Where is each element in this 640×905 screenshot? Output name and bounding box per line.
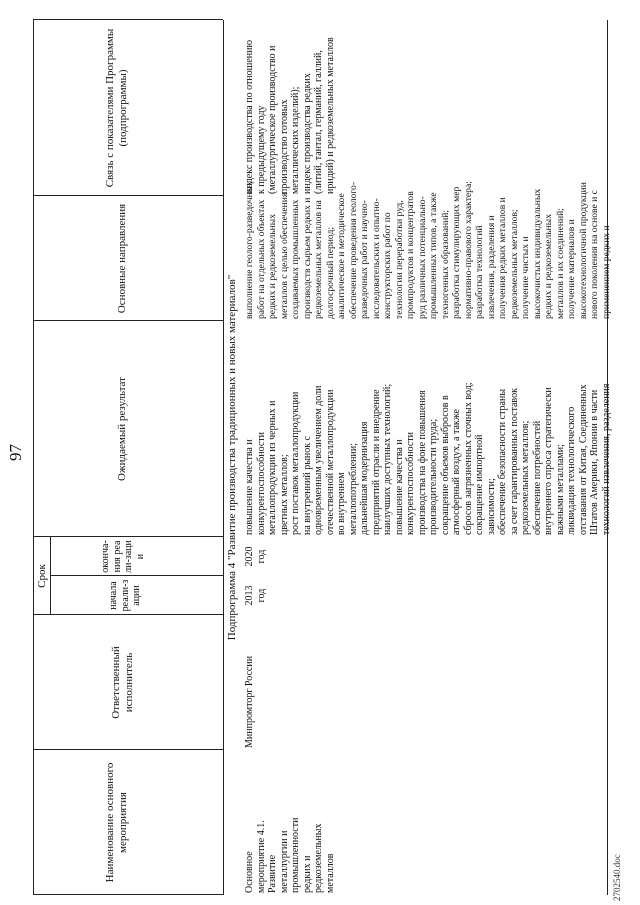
cell-text-line: металлургии и [278,830,290,893]
cell-text-line: промышленности [290,817,301,893]
cell-text-line: индекс производства редких [301,73,313,194]
cell-text-line: на внутренний рынок с [301,435,313,535]
cell-text-line: техногенных образований; [439,209,451,319]
cell-text-line: производительности труда; [428,418,439,535]
cell-text-line: металлопродукции из черных и [267,400,278,535]
cell-start [244,578,267,613]
cell-text-line: Штатов Америки, Японии в части [589,389,600,535]
cell-text-line: обеспечение потребностей [531,420,543,535]
cell-text-line: сокращение импортной [474,434,485,535]
cell-text-line: конкурентоспособности [255,431,267,535]
cell-text-line: редкоземельных металлов на [313,200,324,319]
subprogram-title: Подпрограмма 4 "Развитие производства традиционных и новых материалов" [226,274,238,641]
cell-text-line: промпродуктов и концентратов [405,191,416,319]
cell-text-line: извлечения, разделения и [485,215,497,319]
column-divider [33,614,223,615]
cell-text-line: применением редких и [600,225,612,319]
cell-text-line: Основное [244,851,255,893]
cell-text-line: за счет гарантированных поставок [508,388,520,535]
cell-text-line: редких и редкоземельных [543,213,554,319]
cell-text-line: конструкторских работ по [382,212,393,319]
cell-text-line: производств сырьем редких и [301,197,313,319]
cell-end [244,539,267,574]
cell-text-line: наилучших доступных технологий; [382,383,393,535]
cell-text-line: получения редких металлов и [497,197,508,319]
cell-text-line: производства на фоне повышения [416,390,428,535]
cell-text-line: во внутреннем [336,472,347,535]
cell-text-line: иридий) и редкоземельных металлов [324,37,336,194]
column-divider [50,575,223,576]
cell-text-line: редких и [301,855,313,893]
cell-text-line: 2020 [244,546,255,567]
cell-text-line: отставания от Китая, Соединенных [577,384,589,535]
cell-text-line: аналитическое и методическое [336,193,347,319]
cell-text-line: цветных металлов; [278,454,290,535]
cell-text-line: сокращение объемов выбросов в [439,395,451,535]
header-end: оконча-ния реали-зации [100,540,146,573]
cell-text-line: долгосрочный период; [324,226,336,319]
cell-text-line: работ на отдельных объектах [255,199,267,319]
cell-text-line: атмосферный воздух, а также [451,409,462,535]
header-bottom-line [223,20,224,895]
cell-text-line: предприятий отрасли и внедрение [370,389,382,535]
cell-text-line: создаваемых промышленных [290,199,301,319]
cell-text-line: разработка технологий [474,225,485,319]
cell-expected-result [244,323,612,535]
cell-text-line: редкоземельных [313,823,324,893]
cell-text-line: 2013 [244,585,255,606]
cell-text-line: получение материалов и [566,219,577,319]
cell-text-line: выполнение геолого-разведочных [244,181,255,319]
header-result: Ожидаемый результат [116,377,128,481]
column-divider [33,195,223,196]
cell-text-line: высокочистых индивидуальных [531,188,543,319]
cell-text-line: редких и редкоземельных [267,213,278,319]
cell-text-line: обеспечение безопасности страны [497,388,508,535]
cell-indicator-link [244,22,336,194]
cell-text-line: редкоземельных металлов; [508,209,520,319]
cell-text-line: дальнейшая модернизация [359,421,370,535]
cell-text-line: руд различных потенциально- [416,196,428,319]
cell-text-line: год [255,588,267,603]
cell-text-line: исследовательских и опытно- [370,198,382,319]
term-subheader-line [50,537,51,615]
cell-text-line: к предыдущему году [255,105,267,194]
header-measure: Наименование основного мероприятия [104,762,129,883]
cell-text-line: производство готовых [278,99,290,194]
header-executor: Ответственный исполнитель [110,646,135,719]
header-term: Срок [36,564,48,588]
cell-main-directions [244,181,612,319]
cell-text-line: ликвидация технологического [566,406,577,535]
column-divider [33,749,223,750]
table-border-right [33,19,223,20]
cell-text-line: металлов [324,853,336,893]
cell-text-line: мероприятие 4.1. [255,820,267,893]
cell-text-line: (металлургическое производство и [267,45,278,194]
cell-text-line: важными металлами; [554,444,566,535]
cell-text-line: обеспечение проведения геолого- [347,181,359,319]
cell-text-line: металлических изделий); [290,86,301,194]
cell-text-line: нормативно-правового характера; [462,181,474,319]
header-start: начала реали-зации [108,579,142,612]
cell-text-line: рост поставок металлопродукции [290,391,301,535]
cell-text-line: повышение качества и [393,439,405,535]
cell-text-line: разведочных работ и научно- [359,200,370,319]
cell-text-line: редкоземельных металлов; [520,420,531,535]
cell-text-line: индекс производства по отношению [244,40,255,194]
column-divider [33,536,223,537]
document-filename: 2702540.doc [612,854,622,901]
cell-text-line: нового поколения на основе и с [589,190,600,319]
header-directions: Основные направления [116,203,128,314]
cell-text-line: отечественной металлопродукции [324,389,336,535]
cell-text-line: высокотехнологичной продукции [577,182,589,319]
cell-text-line: внутреннего спроса стратегически [543,387,554,535]
cell-text-line: металлопотреблении; [347,442,359,535]
cell-text-line: зависимости; [485,478,497,535]
cell-text-line: металлов и их соединений; [554,208,566,319]
table-border-left [33,894,223,895]
cell-text-line: технологий извлечения, разделения [600,383,612,535]
cell-text-line: технологии переработки руд, [393,200,405,319]
cell-text-line: конкурентоспособности [405,431,416,535]
cell-text-line: повышение качества и [244,439,255,535]
cell-text-line: одновременным увеличением доли [313,385,324,535]
column-divider [33,320,223,321]
cell-text-line: металлов с целью обеспечения [278,192,290,319]
cell-measure-name [244,752,336,893]
cell-text-line: Развитие [267,854,278,893]
cell-text-line: получение чистых и [520,236,531,319]
cell-text-line: разработка стимулирующих мер [451,186,462,319]
cell-text-line: сбросов загрязненных сточных вод; [462,382,474,535]
header-link: Связь с показателями Программы (подпрограммы) [104,28,129,188]
cell-text-line: год [255,549,267,564]
cell-text-line: (литий, тантал, германий, галлий, [313,50,324,194]
cell-executor [244,617,256,748]
cell-text-line: Минпромторг России [244,655,255,748]
page-number: 97 [6,444,25,461]
cell-text-line: промышленных типов, а также [428,192,439,319]
